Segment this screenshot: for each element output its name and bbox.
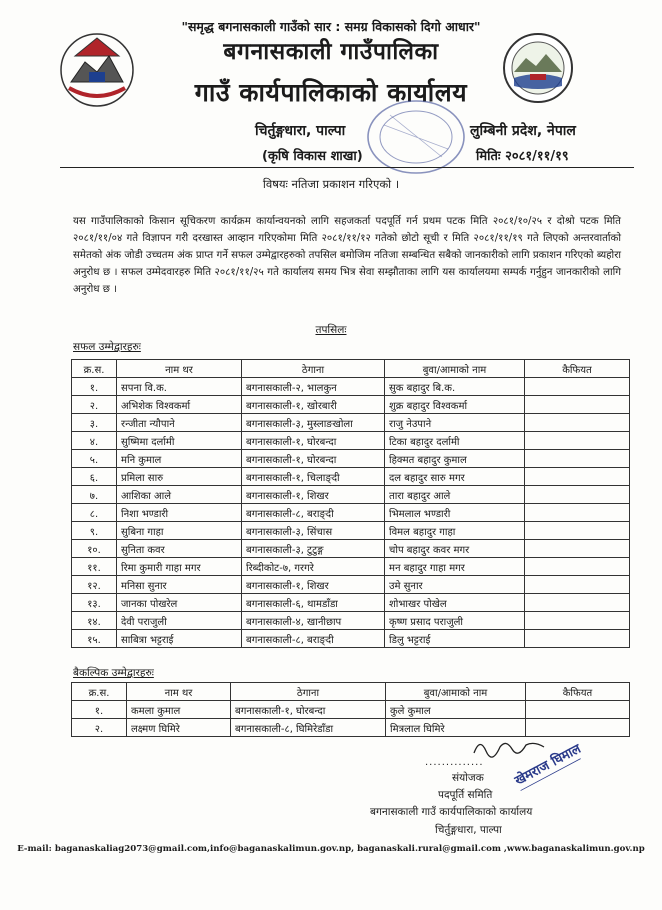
- table-cell: कृष्ण प्रसाद पराजुली: [385, 612, 525, 630]
- table-cell: विमल बहादुर गाहा: [385, 522, 525, 540]
- table-cell: [525, 450, 630, 468]
- column-header: क्र.स.: [72, 360, 117, 378]
- table-cell: सपना वि.क.: [117, 378, 242, 396]
- table-cell: बगनासकाली-८, बराङ्दी: [242, 504, 385, 522]
- table-cell: बगनासकाली-१, शिखर: [242, 486, 385, 504]
- table-cell: सुबिना गाहा: [117, 522, 242, 540]
- column-header: बुवा/आमाको नाम: [385, 360, 525, 378]
- office-location: चिर्तुङ्गधारा, पाल्पा: [435, 824, 502, 836]
- province-address: लुम्बिनी प्रदेश, नेपाल: [470, 123, 576, 139]
- table-cell: १३.: [72, 594, 117, 612]
- signatory-title: संयोजक: [452, 772, 484, 784]
- table-cell: [525, 504, 630, 522]
- column-header: नाम थर: [127, 683, 231, 701]
- branch-name: (कृषि विकास शाखा): [262, 149, 363, 164]
- table-row: [72, 576, 630, 594]
- table-cell: २.: [72, 719, 127, 737]
- table-cell: तारा बहादुर आले: [385, 486, 525, 504]
- table-cell: १०.: [72, 540, 117, 558]
- table-cell: बगनासकाली-१, शिखर: [242, 576, 385, 594]
- table-cell: १५.: [72, 630, 117, 648]
- table-row: [72, 378, 630, 396]
- table-cell: [525, 558, 630, 576]
- table-cell: रिमा कुमारी गाहा मगर: [117, 558, 242, 576]
- column-header: नाम थर: [117, 360, 242, 378]
- table-cell: ११.: [72, 558, 117, 576]
- office-name: बगनासकाली गाउँ कार्यपालिकाको कार्यालय: [370, 806, 533, 818]
- table-cell: राजु नेउपाने: [385, 414, 525, 432]
- table-cell: बगनासकाली-६, थामडाँडा: [242, 594, 385, 612]
- table-cell: बगनासकाली-८, घिमिरेडाँडा: [231, 719, 386, 737]
- table-cell: [525, 540, 630, 558]
- table-cell: [525, 576, 630, 594]
- column-header: क्र.स.: [72, 683, 127, 701]
- alternate-candidates-table: [71, 682, 630, 737]
- table-row: [72, 558, 630, 576]
- column-header: कैफियत: [525, 360, 630, 378]
- table-cell: साबित्रा भट्टराई: [117, 630, 242, 648]
- table-cell: मित्रलाल घिमिरे: [386, 719, 526, 737]
- table-cell: भिमलाल भण्डारी: [385, 504, 525, 522]
- table-cell: चोप बहादुर कवर मगर: [385, 540, 525, 558]
- table-cell: सुक बहादुर बि.क.: [385, 378, 525, 396]
- table-cell: डिलु भट्टराई: [385, 630, 525, 648]
- table-cell: बगनासकाली-१, खोरबारी: [242, 396, 385, 414]
- successful-heading: सफल उम्मेद्वारहरुः: [73, 341, 141, 353]
- table-cell: निशा भण्डारी: [117, 504, 242, 522]
- committee-name: पदपूर्ति समिति: [438, 789, 493, 801]
- table-cell: बगनासकाली-१, घोरबन्दा: [242, 450, 385, 468]
- table-row: [72, 414, 630, 432]
- table-cell: अभिशेक विश्वकर्मा: [117, 396, 242, 414]
- table-cell: मनिसा सुनार: [117, 576, 242, 594]
- table-header-row: [72, 683, 630, 701]
- table-row: [72, 540, 630, 558]
- table-cell: [525, 522, 630, 540]
- table-cell: बगनासकाली-८, बराङ्दी: [242, 630, 385, 648]
- table-cell: [525, 414, 630, 432]
- table-cell: शुक्र बहादुर विश्वकर्मा: [385, 396, 525, 414]
- table-cell: [525, 432, 630, 450]
- table-cell: [525, 594, 630, 612]
- table-cell: [525, 486, 630, 504]
- column-header: कैफियत: [526, 683, 630, 701]
- signature-line: ..............: [425, 757, 484, 768]
- municipality-logo-icon: [500, 30, 576, 106]
- table-cell: [525, 378, 630, 396]
- table-cell: ७.: [72, 486, 117, 504]
- table-cell: दल बहादुर सारु मगर: [385, 468, 525, 486]
- office-title: गाउँ कार्यपालिकाको कार्यालय: [194, 78, 468, 107]
- table-cell: रिब्दीकोट-७, गरगरे: [242, 558, 385, 576]
- table-row: [72, 594, 630, 612]
- table-cell: ५.: [72, 450, 117, 468]
- table-cell: बगनासकाली-१, चिलाङ्दी: [242, 468, 385, 486]
- table-cell: मन बहादुर गाहा मगर: [385, 558, 525, 576]
- table-cell: मनि कुमाल: [117, 450, 242, 468]
- table-cell: [526, 701, 630, 719]
- table-cell: प्रमिला सारु: [117, 468, 242, 486]
- column-header: बुवा/आमाको नाम: [386, 683, 526, 701]
- table-row: [72, 630, 630, 648]
- notice-body: यस गाउँपालिकाको किसान सूचिकरण कार्यक्रम कार्यान्वयनको लागि सहजकर्ता पदपूर्ति गर्न प्रथम पटक मिति २०८१/१०/२५ र दोश्रो पटक मिति २०८१/११/०४ गते विज्ञापन गरी दरखास्त आव्हान गरिएकोमा मिति २०८१/११/१२ गतेको छोटो सूची र मिति २०८१/११/१९ गते लिएको अन्तरवार्ताको समेतको अंक जोडी उच्चतम अंक प्राप्त गर्ने सफल उम्मेद्वारहरुको तपसिल बमोजिम नतिजा सम्बन्धित सबैको जानकारीको लागि प्रकाशन गरिएको ब्यहोरा अनुरोध छ । सफल उम्मेदवारहरु मिति २०८१/११/२५ गते कार्यालय समय भित्र सेवा सम्झौताका लागि यस कार्यालयमा सम्पर्क गर्नुहुन जानकारीको लागि अनुरोध छ ।: [73, 216, 621, 295]
- table-cell: देवी पराजुली: [117, 612, 242, 630]
- column-header: ठेगाना: [242, 360, 385, 378]
- table-cell: कुले कुमाल: [386, 701, 526, 719]
- table-row: [72, 432, 630, 450]
- table-cell: आशिका आले: [117, 486, 242, 504]
- details-label: तपसिलः: [315, 324, 347, 336]
- table-row: [72, 468, 630, 486]
- table-cell: बगनासकाली-४, खानीछाप: [242, 612, 385, 630]
- alternate-heading: बैकल्पिक उम्मेद्वारहरुः: [73, 667, 154, 679]
- table-cell: जानका पोखरेल: [117, 594, 242, 612]
- table-cell: १.: [72, 378, 117, 396]
- table-row: [72, 522, 630, 540]
- table-cell: सुनिता कवर: [117, 540, 242, 558]
- table-cell: [525, 630, 630, 648]
- table-row: [72, 504, 630, 522]
- column-header: ठेगाना: [231, 683, 386, 701]
- table-cell: १४.: [72, 612, 117, 630]
- table-cell: १.: [72, 701, 127, 719]
- nepal-emblem-icon: [55, 26, 139, 110]
- table-cell: ८.: [72, 504, 117, 522]
- table-cell: १२.: [72, 576, 117, 594]
- table-cell: [525, 612, 630, 630]
- municipality-title: बगनासकाली गाउँपालिका: [223, 39, 439, 65]
- table-cell: लक्ष्मण घिमिरे: [127, 719, 231, 737]
- subject-line: विषयः नतिजा प्रकाशन गरिएको ।: [262, 177, 400, 191]
- letter-date: मितिः २०८१/११/१९: [476, 149, 569, 164]
- table-cell: शोभाखर पोखेल: [385, 594, 525, 612]
- table-cell: [525, 396, 630, 414]
- table-cell: सुष्मिमा दर्लामी: [117, 432, 242, 450]
- table-row: [72, 701, 630, 719]
- table-cell: बगनासकाली-१, घोरबन्दा: [242, 432, 385, 450]
- table-row: [72, 612, 630, 630]
- table-cell: ३.: [72, 414, 117, 432]
- table-cell: बगनासकाली-३, सिंचास: [242, 522, 385, 540]
- signature-stamp-icon: [505, 738, 587, 798]
- stamp-name: खेमराज घिमाल: [512, 741, 584, 789]
- table-cell: उमे सुनार: [385, 576, 525, 594]
- table-cell: हिक्मत बहादुर कुमाल: [385, 450, 525, 468]
- table-cell: बगनासकाली-३, टुटुङ्ग: [242, 540, 385, 558]
- table-row: [72, 396, 630, 414]
- table-header-row: [72, 360, 630, 378]
- table-row: [72, 486, 630, 504]
- table-cell: रन्जीता न्यौपाने: [117, 414, 242, 432]
- address-left: चिर्तुङ्गधारा, पाल्पा: [255, 123, 346, 139]
- table-row: [72, 450, 630, 468]
- table-cell: बगनासकाली-१, घोरबन्दा: [231, 701, 386, 719]
- motto: "समृद्ध बगनासकाली गाउँको सार : समग्र विकासको दिगो आधार": [181, 19, 481, 34]
- table-cell: ६.: [72, 468, 117, 486]
- table-cell: कमला कुमाल: [127, 701, 231, 719]
- table-cell: टिका बहादुर दर्लामी: [385, 432, 525, 450]
- table-cell: [525, 468, 630, 486]
- table-cell: बगनासकाली-३, मुस्लाङखोला: [242, 414, 385, 432]
- header-divider: [60, 167, 634, 168]
- table-cell: ९.: [72, 522, 117, 540]
- table-cell: बगनासकाली-२, भालकुन: [242, 378, 385, 396]
- successful-candidates-table: [71, 359, 630, 648]
- footer-contacts: E-mail: baganaskaliag2073@gmail.com,info@baganaskalimun.gov.np, baganaskali.rural@gmail.com ,www.baganaskalimun.gov.np: [17, 844, 645, 854]
- table-cell: ४.: [72, 432, 117, 450]
- table-cell: २.: [72, 396, 117, 414]
